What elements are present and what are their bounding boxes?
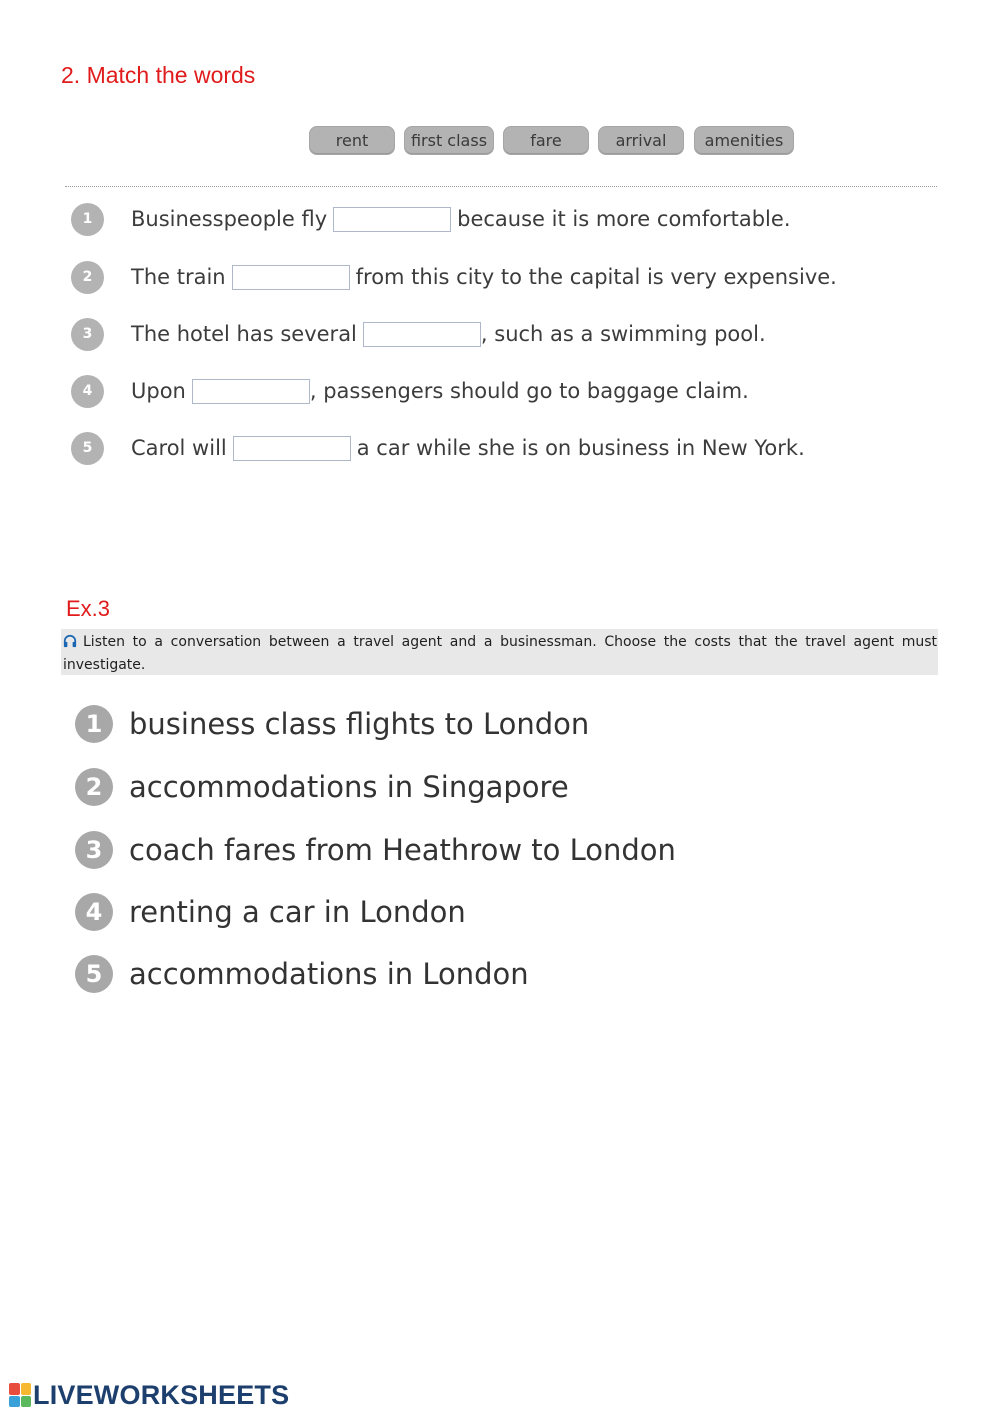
question-row-3 [71, 317, 766, 351]
option-number-1: 1 [75, 705, 113, 743]
question-row-1 [71, 202, 791, 236]
answer-field-5[interactable] [233, 436, 351, 461]
section-3-title: Ex.3 [66, 596, 111, 621]
instruction-box [61, 629, 938, 675]
liveworksheets-logo-icon [9, 1383, 31, 1407]
option-number-3: 3 [75, 831, 113, 869]
question-3-after: , such as a swimming pool. [480, 322, 766, 346]
question-1-after: because it is more comfortable. [457, 207, 791, 231]
question-number-4: 4 [71, 375, 104, 408]
question-2-before: The train [131, 265, 226, 289]
answer-field-1[interactable] [333, 207, 451, 232]
question-row-4 [71, 374, 749, 408]
option-text-1: business class flights to London [129, 707, 590, 741]
word-chip-first-class[interactable]: first class [404, 126, 494, 155]
question-number-1: 1 [71, 203, 104, 236]
liveworksheets-logo[interactable] [9, 1381, 289, 1409]
question-number-2: 2 [71, 261, 104, 294]
option-row-3[interactable] [75, 830, 676, 870]
divider [65, 186, 937, 187]
word-chip-amenities[interactable]: amenities [694, 126, 794, 155]
answer-field-2[interactable] [232, 265, 350, 290]
option-row-1[interactable] [75, 704, 589, 744]
answer-field-4[interactable] [192, 379, 310, 404]
option-number-2: 2 [75, 768, 113, 806]
question-row-5 [71, 431, 805, 465]
question-row-2 [71, 260, 837, 294]
question-1-before: Businesspeople fly [131, 207, 328, 231]
option-text-4: renting a car in London [129, 895, 466, 929]
question-3-before: The hotel has several [131, 322, 357, 346]
option-text-2: accommodations in Singapore [129, 770, 569, 804]
question-4-before: Upon [131, 379, 186, 403]
question-number-5: 5 [71, 432, 104, 465]
option-text-5: accommodations in London [129, 957, 529, 991]
word-chip-rent[interactable]: rent [309, 126, 395, 155]
option-number-5: 5 [75, 955, 113, 993]
option-text-3: coach fares from Heathrow to London [129, 833, 676, 867]
option-row-5[interactable] [75, 954, 529, 994]
instruction-text: Listen to a conversation between a travel agent and a businessman. Choose the costs that the travel agent must investigate. [63, 634, 937, 673]
word-chip-fare[interactable]: fare [503, 126, 589, 155]
word-chip-arrival[interactable]: arrival [598, 126, 684, 155]
answer-field-3[interactable] [363, 322, 481, 347]
option-row-2[interactable] [75, 767, 569, 807]
headphones-icon [63, 634, 77, 648]
question-number-3: 3 [71, 318, 104, 351]
option-number-4: 4 [75, 893, 113, 931]
question-2-after: from this city to the capital is very expensive. [355, 265, 837, 289]
question-5-after: a car while she is on business in New York. [356, 436, 805, 460]
question-4-after: , passengers should go to baggage claim. [309, 379, 749, 403]
question-5-before: Carol will [131, 436, 227, 460]
section-2-title: 2. Match the words [61, 62, 256, 88]
instruction [63, 631, 937, 677]
option-row-4[interactable] [75, 892, 466, 932]
logo-text: LIVEWORKSHEETS [33, 1379, 290, 1410]
